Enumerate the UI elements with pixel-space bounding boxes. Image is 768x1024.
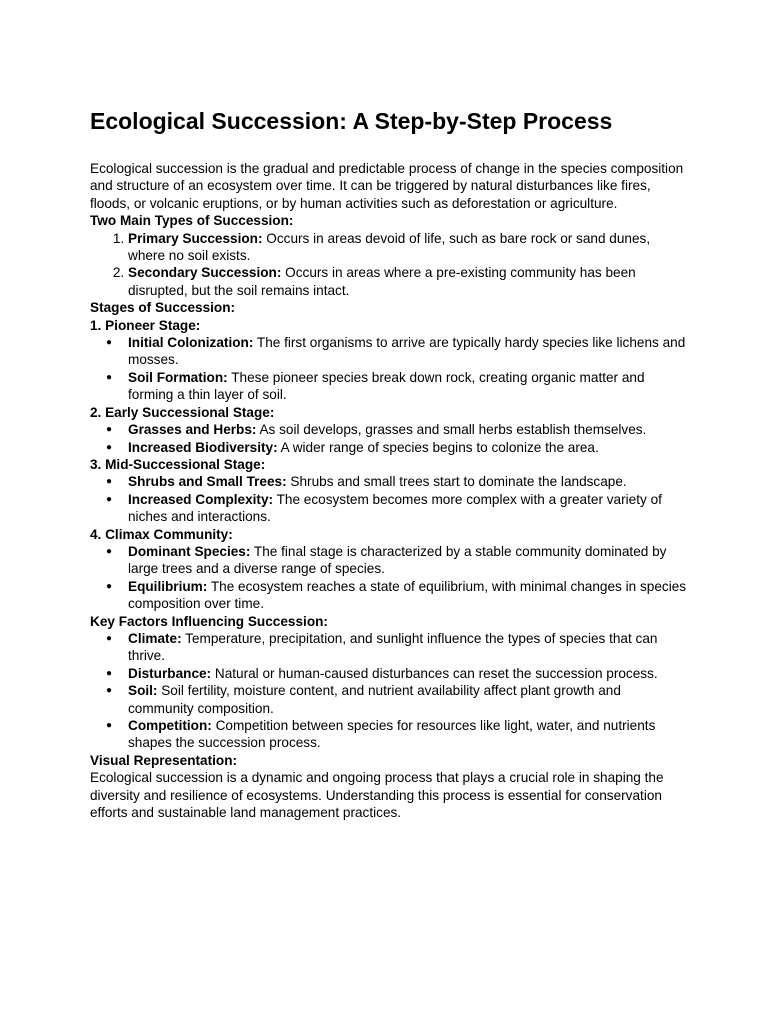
list-item [128, 717, 688, 752]
list-item [128, 439, 688, 456]
item-term: Increased Biodiversity: [128, 439, 278, 455]
types-list [90, 230, 688, 300]
item-term: Soil: [128, 683, 158, 699]
stages-heading: Stages of Succession: [90, 300, 236, 316]
stage-list [90, 334, 688, 404]
list-item [128, 682, 688, 717]
item-text: The final stage is characterized by a stable community dominated by large trees and a diverse range of species. [128, 543, 667, 577]
item-text: Natural or human-caused disturbances can reset the succession process. [211, 665, 658, 681]
visual-heading: Visual Representation: [90, 752, 238, 768]
item-text: These pioneer species break down rock, creating organic matter and forming a thin layer of soil. [128, 369, 645, 403]
document-title: Ecological Succession: A Step-by-Step Process [90, 108, 613, 134]
factors-heading: Key Factors Influencing Succession: [90, 613, 328, 629]
item-text: Soil fertility, moisture content, and nutrient availability affect plant growth and community composition. [128, 683, 621, 716]
list-item [128, 421, 688, 438]
item-term: Grasses and Herbs: [128, 422, 257, 438]
stage-heading: 2. Early Successional Stage: [90, 404, 275, 420]
item-text: Occurs in areas devoid of life, such as bare rock or sand dunes, where no soil exists. [128, 230, 651, 264]
list-item [128, 473, 688, 490]
stage-heading: 1. Pioneer Stage: [90, 317, 201, 333]
item-term: Climate: [128, 630, 182, 646]
factors-list [90, 630, 688, 752]
intro-paragraph: Ecological succession is the gradual and predictable process of change in the species composition and structure of an ecosystem over time. It can be triggered by natural disturbances like fires, floods, or volcanic eruptions, or by human activities such as deforestation or agriculture. [90, 161, 684, 211]
stage-heading: 3. Mid-Successional Stage: [90, 456, 266, 472]
item-text: Temperature, precipitation, and sunlight influence the types of species that can thrive. [128, 630, 658, 664]
item-term: Primary Succession: [128, 230, 263, 246]
list-item [128, 665, 688, 682]
item-text: The ecosystem reaches a state of equilibrium, with minimal changes in species composition over time. [128, 578, 687, 612]
item-term: Secondary Succession: [128, 265, 282, 281]
list-item [128, 578, 688, 613]
list-item [128, 334, 688, 369]
list-item [128, 369, 688, 404]
list-item [128, 264, 688, 299]
item-text: The ecosystem becomes more complex with a greater variety of niches and interactions. [128, 491, 662, 525]
list-item [128, 630, 688, 665]
stage-list [90, 473, 688, 525]
stage-list [90, 543, 688, 613]
item-text: Occurs in areas where a pre-existing community has been disrupted, but the soil remains intact. [128, 265, 636, 298]
item-text: A wider range of species begins to colonize the area. [277, 439, 599, 455]
item-text: The first organisms to arrive are typically hardy species like lichens and mosses. [128, 335, 686, 368]
stage-list [90, 421, 688, 456]
types-heading: Two Main Types of Succession: [90, 213, 294, 229]
item-term: Disturbance: [128, 665, 212, 681]
closing-paragraph: Ecological succession is a dynamic and ongoing process that plays a crucial role in shaping the diversity and resilience of ecosystems. Understanding this process is essential for conservation efforts and sustainable land management practices. [90, 770, 664, 821]
item-term: Competition: [128, 718, 212, 733]
list-item [128, 543, 688, 578]
item-text: Competition between species for resources like light, water, and nutrients shapes the succession process. [128, 718, 656, 751]
document-body [90, 160, 688, 821]
item-term: Initial Colonization: [128, 335, 254, 351]
item-term: Equilibrium: [128, 578, 208, 594]
item-term: Shrubs and Small Trees: [128, 474, 287, 490]
item-text: Shrubs and small trees start to dominate the landscape. [286, 474, 627, 490]
list-item [128, 230, 688, 265]
item-term: Soil Formation: [128, 369, 228, 385]
stage-heading: 4. Climax Community: [90, 526, 233, 542]
item-term: Increased Complexity: [128, 491, 274, 507]
item-text: As soil develops, grasses and small herbs establish themselves. [256, 422, 647, 438]
list-item [128, 491, 688, 526]
item-term: Dominant Species: [128, 543, 251, 559]
